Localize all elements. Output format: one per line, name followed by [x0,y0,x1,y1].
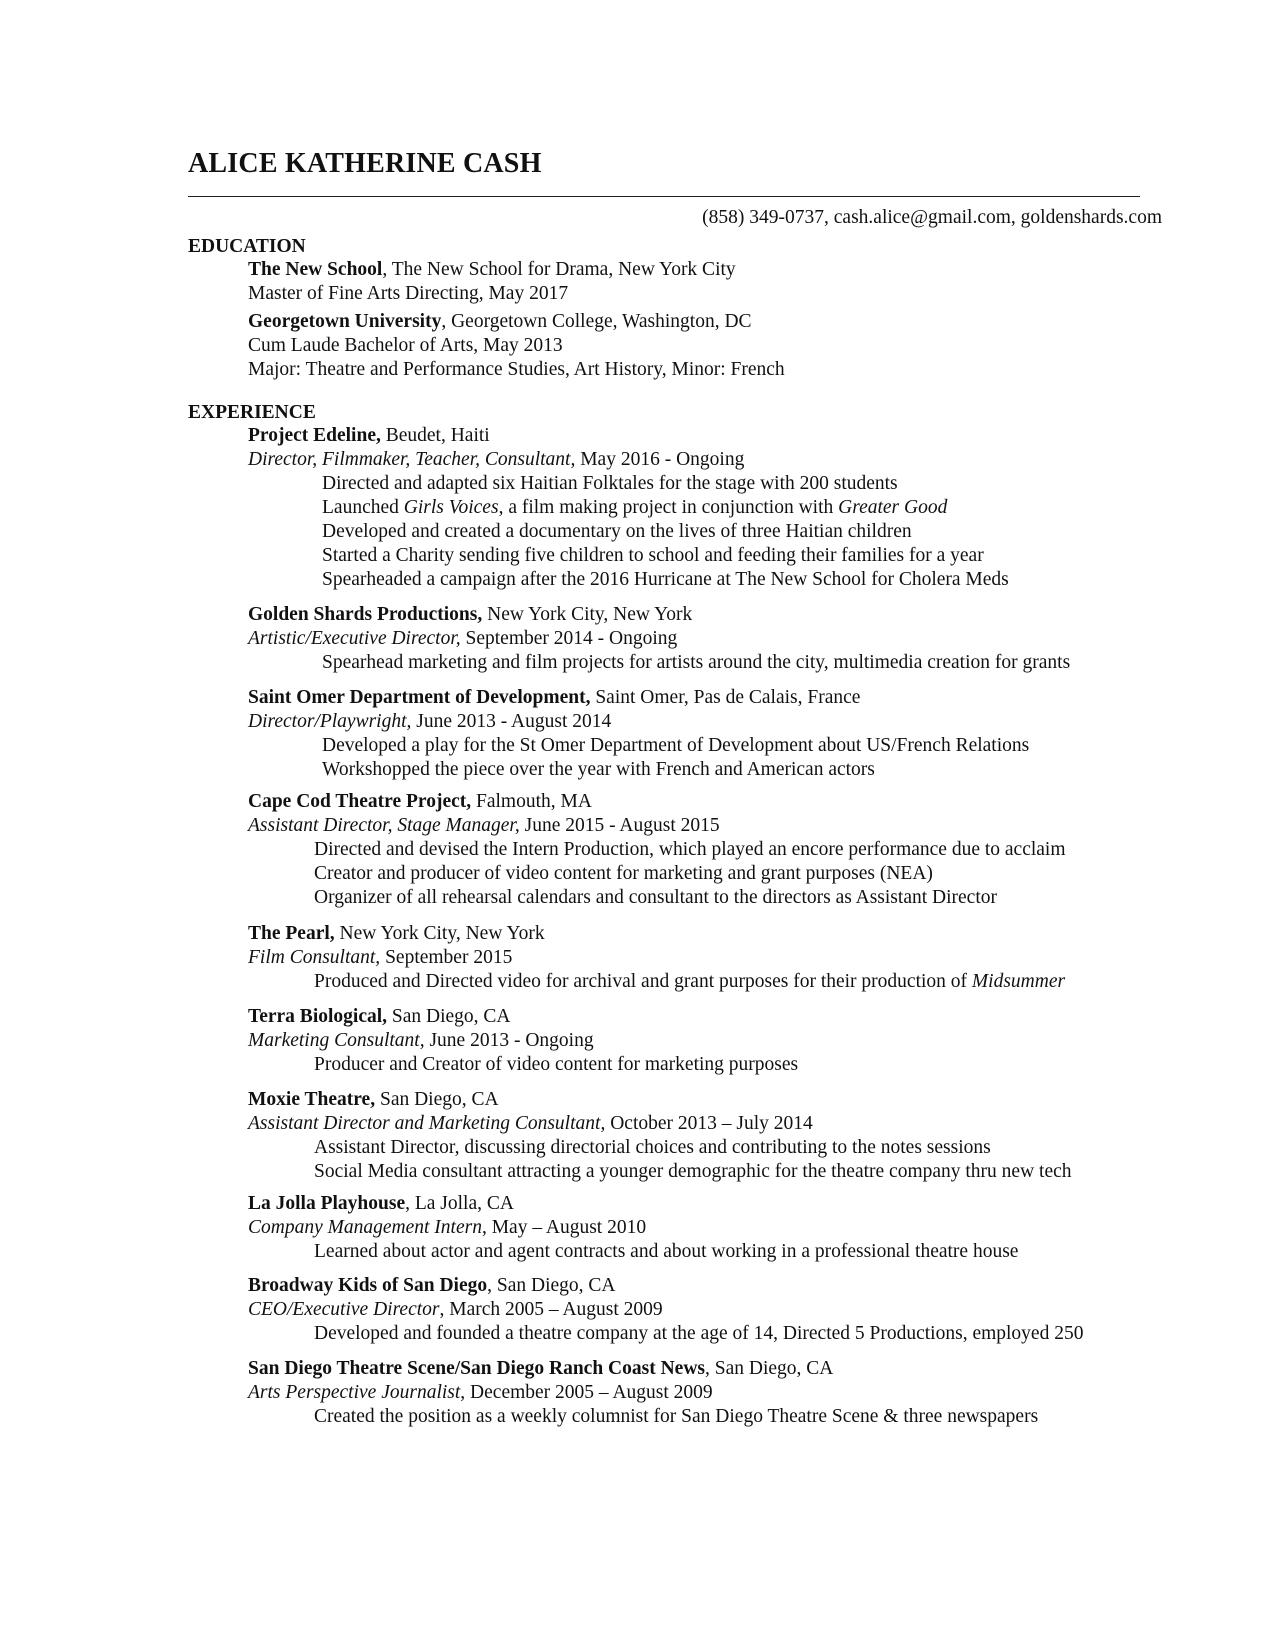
org-name: La Jolla Playhouse [248,1193,406,1214]
role-title: Director, Filmmaker, Teacher, Consultant, [248,449,576,470]
role-title: Assistant Director, Stage Manager, [248,815,520,836]
degree-line: Cum Laude Bachelor of Arts, May 2013 [248,335,563,356]
org-location: Saint Omer, Pas de Calais, France [590,687,861,708]
duty-line: Producer and Creator of video content for marketing purposes [314,1054,799,1075]
role-title: Assistant Director and Marketing Consultant, [248,1113,606,1134]
role-title: Director/Playwright, [248,711,412,732]
resume-name: ALICE KATHERINE CASH [188,148,542,179]
duty-line: Assistant Director, discussing directorial choices and contributing to the notes sessions [314,1137,991,1158]
experience-entry [248,922,1238,994]
education-heading: EDUCATION [188,236,306,257]
org-name: Broadway Kids of San Diego [248,1275,488,1296]
org-location: Beudet, Haiti [380,425,490,446]
duty-line: Spearheaded a campaign after the 2016 Hurricane at The New School for Cholera Meds [322,569,1009,590]
duty-line: Learned about actor and agent contracts and about working in a professional theatre house [314,1241,1019,1262]
duty-rich-line: Launched Girls Voices, a film making project in conjunction with Greater Good [322,497,948,518]
org-location: Falmouth, MA [471,791,592,812]
experience-entry [248,1005,1238,1077]
duty-line: Organizer of all rehearsal calendars and consultant to the directors as Assistant Director [314,887,997,908]
org-name: Cape Cod Theatre Project, [248,791,472,812]
experience-entry [248,603,1238,675]
role-dates: June 2013 - August 2014 [411,711,612,732]
org-location: New York City, New York [334,923,545,944]
school-detail: , Georgetown College, Washington, DC [441,311,752,332]
org-location: New York City, New York [482,604,693,625]
duty-line: Creator and producer of video content for marketing and grant purposes (NEA) [314,863,933,884]
italic-title: Girls Voices [403,497,499,518]
school-name: Georgetown University [248,311,442,332]
major-line: Major: Theatre and Performance Studies, Art History, Minor: French [248,359,785,380]
role-title: CEO/Executive Director [248,1299,440,1320]
duty-line: Spearhead marketing and film projects for artists around the city, multimedia creation for grants [322,652,1071,673]
education-entry-georgetown [248,310,1238,382]
role-dates: May 2016 - Ongoing [575,449,745,470]
org-name: Saint Omer Department of Development, [248,687,591,708]
role-title: Film Consultant, [248,947,381,968]
org-name: The Pearl, [248,923,335,944]
org-location: San Diego, CA [375,1089,499,1110]
role-title: Arts Perspective Journalist [248,1382,461,1403]
role-dates: , March 2005 – August 2009 [439,1299,663,1320]
experience-entry [248,424,1238,592]
duty-line: Created the position as a weekly columnist for San Diego Theatre Scene & three newspapers [314,1406,1039,1427]
duty-line: Workshopped the piece over the year with French and American actors [322,759,875,780]
experience-entry [248,686,1238,782]
org-name: Moxie Theatre, [248,1089,376,1110]
experience-heading: EXPERIENCE [188,402,316,423]
duty-line: Social Media consultant attracting a younger demographic for the theatre company thru new tech [314,1161,1072,1182]
degree-line: Master of Fine Arts Directing, May 2017 [248,283,569,304]
experience-entry [248,790,1238,910]
role-dates: October 2013 – July 2014 [605,1113,813,1134]
org-location: San Diego, CA [387,1006,511,1027]
role-title: Artistic/Executive Director, [248,628,461,649]
italic-title: Greater Good [838,497,948,518]
contact-info: (858) 349-0737, cash.alice@gmail.com, goldenshards.com [702,207,1162,228]
school-name: The New School [248,259,383,280]
education-entry-new-school [248,258,1238,306]
duty-line [248,496,1238,520]
role-dates: September 2014 - Ongoing [460,628,678,649]
org-name: Project Edeline, [248,425,381,446]
school-detail: , The New School for Drama, New York City [382,259,736,280]
role-dates: September 2015 [380,947,513,968]
role-dates: , May – August 2010 [481,1217,647,1238]
duty-line: Directed and adapted six Haitian Folktales for the stage with 200 students [322,473,898,494]
duty-line: Developed and founded a theatre company at the age of 14, Directed 5 Productions, employed 250 [314,1323,1084,1344]
org-location: , San Diego, CA [705,1358,834,1379]
org-name: Terra Biological, [248,1006,388,1027]
org-location: , La Jolla, CA [405,1193,514,1214]
italic-title: Midsummer [971,971,1066,992]
org-name: San Diego Theatre Scene/San Diego Ranch Coast News [248,1358,705,1379]
org-location: , San Diego, CA [487,1275,616,1296]
experience-entry [248,1192,1238,1264]
experience-entry [248,1357,1238,1429]
duty-line: Started a Charity sending five children to school and feeding their families for a year [322,545,984,566]
role-title: Marketing Consultant, [248,1030,425,1051]
org-name: Golden Shards Productions, [248,604,483,625]
role-dates: June 2015 - August 2015 [519,815,720,836]
header-rule [188,196,1140,197]
duty-line: Directed and devised the Intern Production, which played an encore performance due to acclaim [314,839,1066,860]
duty-line: Developed and created a documentary on the lives of three Haitian children [322,521,912,542]
duty-line: Produced and Directed video for archival and grant purposes for their production of Midsummer [314,971,1066,992]
role-title: Company Management Intern [248,1217,482,1238]
experience-entry [248,1274,1238,1346]
role-dates: , December 2005 – August 2009 [460,1382,713,1403]
duty-line: Developed a play for the St Omer Department of Development about US/French Relations [322,735,1030,756]
role-dates: June 2013 - Ongoing [424,1030,594,1051]
experience-entry [248,1088,1238,1184]
